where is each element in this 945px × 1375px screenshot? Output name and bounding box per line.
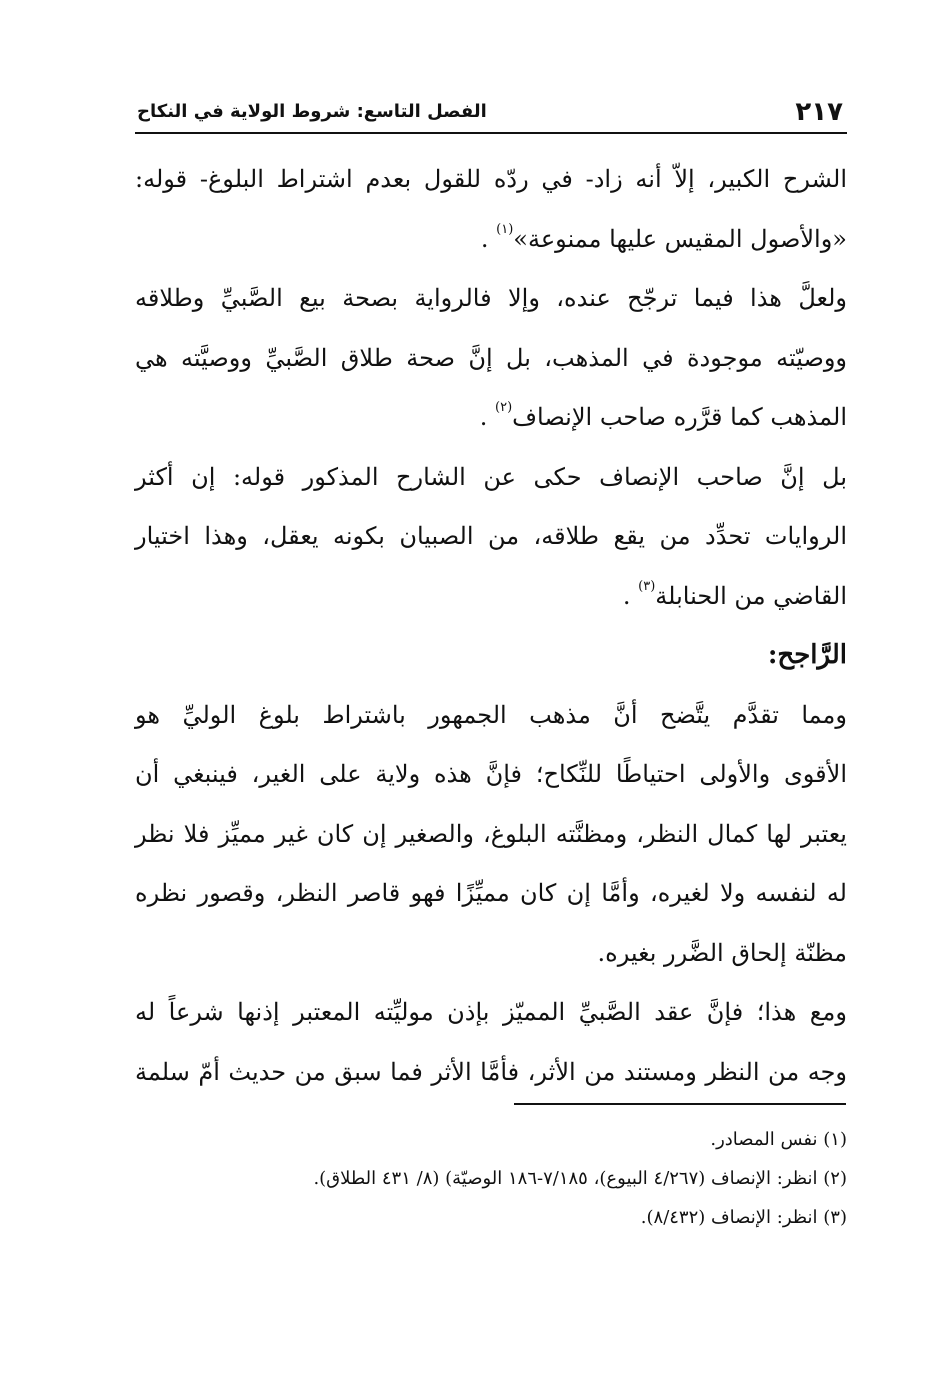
- footnote-3: (٣) انظر: الإنصاف (٨/٤٣٢).: [640, 1207, 847, 1228]
- footnotes: [135, 1120, 847, 1237]
- line-text: القاضي من الحنابلة: [655, 581, 847, 610]
- footnote-ref: (٢): [495, 400, 513, 415]
- text-line: الشرح الكبير، إلاّ أنه زاد- في ردّه للقول بعدم اشتراط البلوغ- قوله:: [135, 165, 847, 193]
- text-line: مظنّة إلحاق الضَّرر بغيره.: [597, 938, 847, 967]
- running-title: الفصل التاسع: شروط الولاية في النكاح: [137, 101, 487, 122]
- footnote-separator: [514, 1103, 846, 1105]
- section-heading: الرَّاجح:: [767, 640, 847, 670]
- main-text: [135, 150, 847, 1102]
- text-line: [135, 567, 847, 627]
- line-text: المذهب كما قرَّره صاحب الإنصاف: [512, 403, 847, 431]
- text-line: [135, 210, 847, 270]
- text-line: الروايات تحدِّد من يقع طلاقه، من الصبيان بكونه يعقل، وهذا اختيار: [135, 522, 847, 550]
- text-line: ومما تقدَّم يتَّضح أنَّ مذهب الجمهور باشتراط بلوغ الوليِّ هو: [135, 700, 847, 729]
- footnote-ref: (١): [496, 221, 514, 237]
- text-line: ووصيّته موجودة في المذهب، بل إنَّ صحة طلاق الصَّبيِّ ووصيَّته هي: [135, 343, 847, 372]
- text-line: له لنفسه ولا لغيره، وأمَّا إن كان مميِّزًا فهو قاصر النظر، وقصور نظره: [135, 879, 847, 907]
- running-header: [135, 96, 847, 134]
- footnote-ref: (٣): [638, 578, 656, 594]
- sentence-end: .: [479, 403, 488, 431]
- sentence-end: .: [622, 581, 631, 610]
- text-line: [135, 388, 847, 448]
- footnote-2: (٢) انظر: الإنصاف (٤/٢٦٧ البيوع)، ٧/١٨٥-١٨٦ الوصيّة) (٨/ ٤٣١ الطلاق).: [313, 1168, 847, 1189]
- page-number: ٢١٧: [795, 97, 843, 127]
- text-line: ومع هذا؛ فإنَّ عقد الصَّبيِّ المميّز بإذن موليِّته المعتبر إذنها شرعاً له: [135, 998, 847, 1026]
- quote-text: «والأصول المقيس عليها ممنوعة»: [513, 224, 847, 253]
- text-line: بل إنَّ صاحب الإنصاف حكى عن الشارح المذكور قوله: إن أكثر: [135, 462, 847, 491]
- text-line: وجه من النظر ومستند من الأثر، فأمَّا الأثر فما سبق من حديث أمّ سلمة: [135, 1057, 847, 1086]
- text-line: ولعلَّ هذا فيما ترجّح عنده، وإلا فالرواية بصحة بيع الصَّبيِّ وطلاقه: [135, 284, 847, 312]
- sentence-end: .: [480, 224, 489, 253]
- text-line: يعتبر لها كمال النظر، ومظنَّته البلوغ، والصغير إن كان غير مميِّز فلا نظر: [135, 819, 847, 848]
- text-line: الأقوى والأولى احتياطًا للنِّكاح؛ فإنَّ هذه ولاية على الغير، فينبغي أن: [135, 760, 847, 788]
- footnote-1: (١) نفس المصادر.: [710, 1129, 847, 1150]
